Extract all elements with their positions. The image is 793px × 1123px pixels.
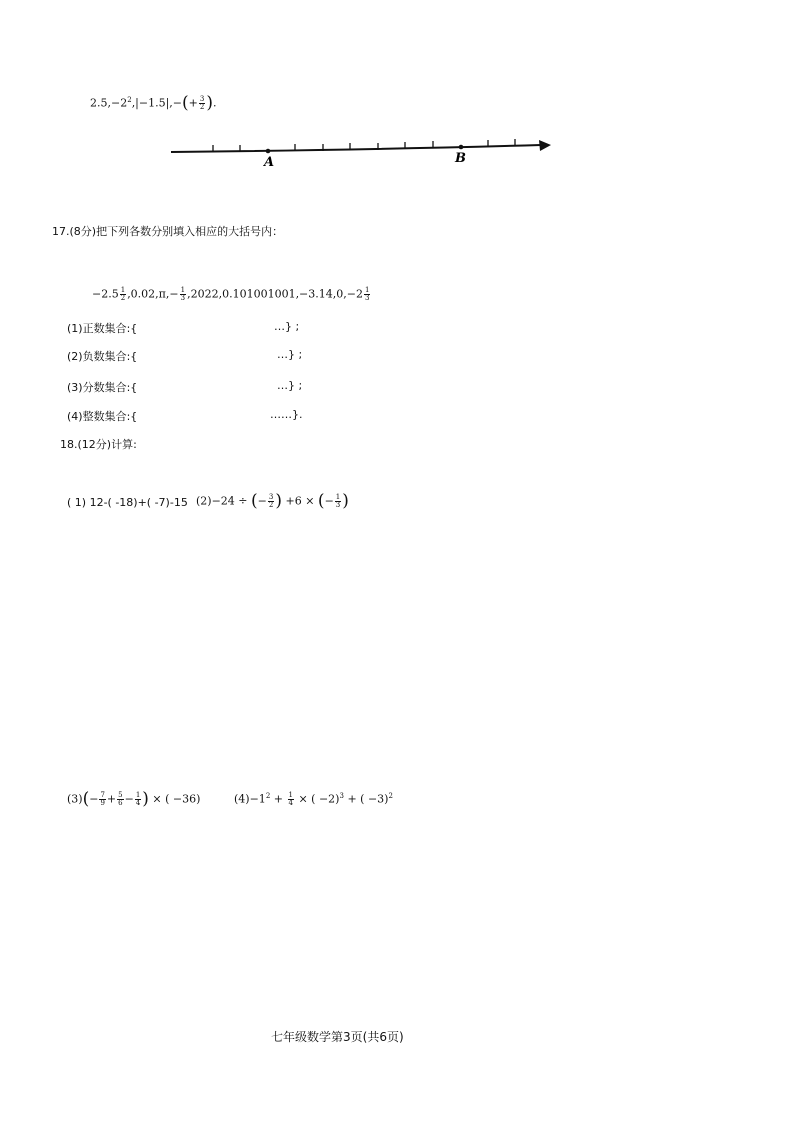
set-fraction-tail: …} ; [277, 379, 303, 392]
problem-label: (3) [67, 792, 83, 806]
set-fraction-label: (3)分数集合:{ [67, 381, 138, 394]
point-a-dot [266, 149, 271, 154]
period: . [213, 96, 217, 110]
point-b-label: B [455, 151, 466, 166]
fraction-denominator: 3 [180, 294, 186, 302]
open-paren: ( [182, 93, 189, 114]
exponent: 2 [265, 792, 271, 800]
fraction-numerator: 5 [118, 791, 123, 799]
exponent: 2 [127, 96, 132, 104]
number-2-5: 2.5, [90, 96, 111, 110]
fraction-denominator: 2 [199, 103, 205, 112]
q18-problem-4 [234, 792, 393, 807]
exponent: 3 [339, 792, 344, 800]
q18-problem-1: ( 1) 12-( -18)+( -7)-15 [67, 496, 188, 509]
fraction [117, 792, 123, 807]
q17-fraction-3 [364, 287, 370, 302]
arrow-right-icon [539, 140, 551, 151]
fraction-denominator: 3 [364, 294, 370, 302]
set-integer-label: (4)整数集合:{ [67, 410, 138, 423]
fraction-denominator: 4 [288, 799, 293, 808]
problem-label: (4) [234, 792, 250, 806]
q17-number-part-2: ,0.02,π,− [127, 287, 179, 301]
fraction [135, 792, 141, 807]
exponent: 2 [388, 792, 393, 800]
q17-number-list [92, 287, 371, 302]
expression-part: × ( −36) [148, 792, 201, 806]
q17-fraction-1 [120, 287, 126, 302]
expression-part: × ( −2) [294, 792, 340, 806]
fraction-denominator: 4 [135, 799, 141, 807]
set-positive-tail: …} ; [274, 320, 300, 333]
number-line [165, 132, 560, 174]
fraction-numerator: 3 [268, 493, 274, 501]
number-neg-2-squared: −2 [111, 96, 128, 110]
q18-title: 18.(12分)计算: [60, 438, 137, 451]
fraction [288, 792, 294, 807]
fraction-numerator: 3 [199, 95, 205, 104]
problem-label: (2) [196, 494, 212, 508]
open-paren: ( [251, 491, 258, 511]
fraction-numerator: 7 [100, 791, 105, 799]
fraction-numerator: 1 [335, 493, 341, 501]
close-paren: ) [342, 491, 349, 511]
fraction-denominator: 9 [100, 799, 105, 807]
q18-problem-2: (2)−24 ÷ (− $\frac{3}{2}$ ) +6 × (− $\frac{1}{3}$ ) [196, 491, 349, 511]
expression-part: + [270, 792, 287, 806]
fraction-numerator: 1 [288, 791, 293, 800]
set-integer-tail: ……}. [270, 408, 303, 421]
fraction-denominator: 3 [335, 501, 341, 509]
open-paren: ( [317, 491, 325, 511]
q17-title: 17.(8分)把下列各数分别填入相应的大括号内： [52, 225, 284, 238]
point-a-label: A [264, 155, 275, 170]
fraction-numerator: 1 [120, 286, 126, 294]
point-b-dot [459, 145, 464, 150]
open-paren: ( [82, 789, 90, 809]
fraction [335, 494, 341, 509]
fraction-denominator: 2 [268, 501, 274, 509]
number-line-axis [171, 145, 541, 152]
page-footer: 七年级数学第3页(共6页) [271, 1030, 404, 1044]
plus-sign: + [188, 96, 198, 110]
fraction-three-halves [199, 96, 205, 111]
q17-number-part-1: −2.5 [92, 287, 119, 301]
number-abs-neg-1-5: ,|−1.5|,− [131, 96, 183, 110]
fraction [99, 792, 105, 807]
q17-fraction-2 [180, 287, 186, 302]
expression-part: −1 [249, 792, 266, 806]
q17-number-part-3: ,2022,0.101001001,−3.14,0,−2 [187, 287, 363, 301]
set-positive-label: (1)正数集合:{ [67, 322, 138, 335]
set-negative-tail: …} ; [277, 348, 303, 361]
fraction-numerator: 1 [135, 791, 141, 799]
close-paren: ) [206, 93, 213, 114]
number-list-line [90, 93, 217, 114]
q18-problem-3: (3)(− $\frac{7}{9}$ + $\frac{5}{6}$ − $\frac{1}{4}$ ) × ( −36) [67, 789, 201, 809]
close-paren: ) [275, 491, 282, 511]
expression-part: + ( −3) [343, 792, 389, 806]
fraction-denominator: 2 [120, 294, 126, 302]
expression-part: −24 ÷ [211, 494, 252, 508]
fraction-numerator: 1 [180, 286, 186, 294]
set-negative-label: (2)负数集合:{ [67, 350, 138, 363]
close-paren: ) [142, 789, 149, 809]
fraction [268, 494, 274, 509]
expression-part: +6 × [282, 494, 318, 508]
fraction-denominator: 6 [118, 799, 123, 807]
fraction-numerator: 1 [364, 286, 370, 294]
